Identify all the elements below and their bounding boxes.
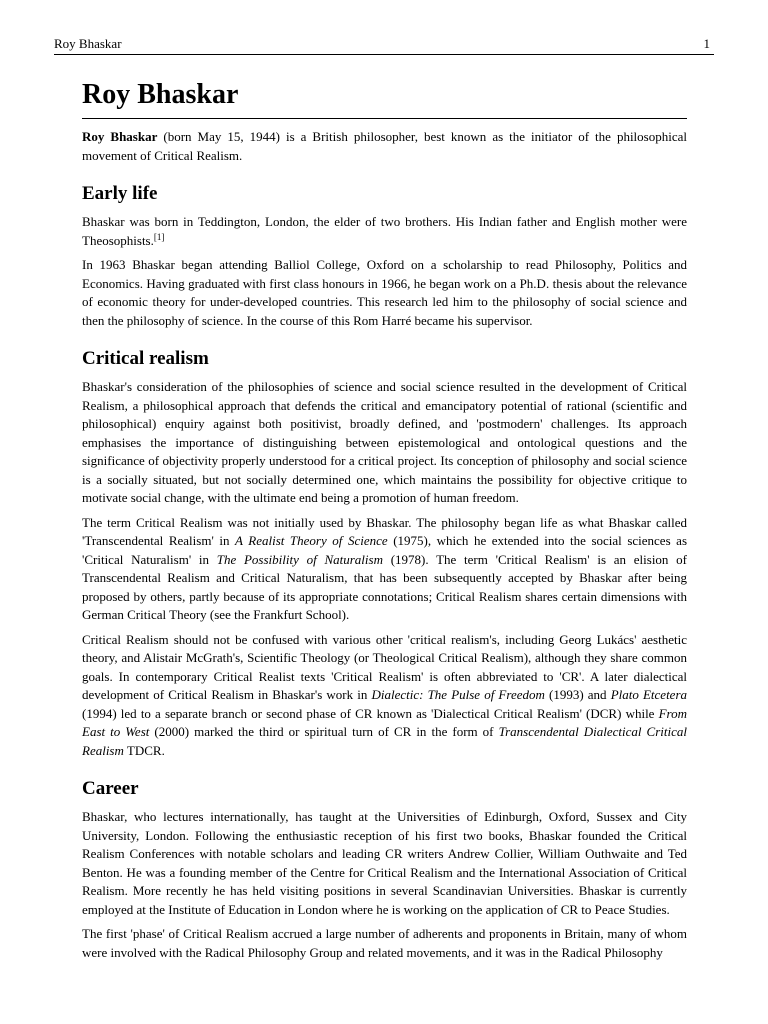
text-run: (1993) and [544, 687, 611, 702]
text-run: (1975), which he extended into the social sciences as 'Critical Naturalism' in [82, 533, 687, 567]
heading-early-life: Early life [82, 183, 158, 204]
early-life-paragraph-2: In 1963 Bhaskar began attending Balliol College, Oxford on a scholarship to read Philosophy, Politics and Economics. Having graduated with first class honours in 1966, he began work on a Ph.D. thesis about the relevance of economic theory for under-developed countries. This research led him to the philosophy of social science and then the philosophy of science. In the course of this Rom Harré became his supervisor. [82, 257, 687, 328]
intro-paragraph [82, 128, 687, 165]
text-run: Critical Realism should not be confused with various other 'critical realism's, including Georg Lukács' aesthetic theory, and Alistair McGrath's, Scientific Theology (or Theological Critical Realism), although they share common goals. In contemporary Critical Realist texts 'Critical Realism' is often abbreviated to 'CR'. A later dialectical development of Critical Realism in Bhaskar's work in [82, 631, 687, 702]
book-title: Transcendental Dialectical Critical Realism [82, 724, 687, 758]
intro-text: (born May 15, 1944) is a British philosopher, best known as the initiator of the philosophical movement of Critical Realism. [82, 129, 687, 163]
intro-name: Roy Bhaskar [82, 129, 158, 144]
page-title: Roy Bhaskar [82, 78, 687, 119]
text-run: The term Critical Realism was not initially used by Bhaskar. The philosophy began life as what Bhaskar called 'Transcendental Realism' in [82, 514, 687, 548]
critical-realism-paragraph-2 [82, 514, 687, 625]
book-title: From East to West [82, 705, 687, 739]
book-title: A Realist Theory of Science [235, 533, 388, 548]
article-body [82, 78, 687, 968]
running-header [54, 36, 714, 55]
critical-realism-paragraph-1: Bhaskar's consideration of the philosophies of science and social science resulted in the development of Critical Realism, a philosophical approach that defends the critical and emancipatory potential of rational (scientific and philosophical) enquiry against both positivist, broadly defined, and 'postmodern' challenges. Its approach emphasises the importance of distinguishing between epistemological and ontological questions and the significance of objectivity properly understood for a critical project. Its conception of philosophy and social science is a socially situated, but not socially determined one, which maintains the possibility for objective critique to motivate social change, with the ultimate end being a promotion of human freedom. [82, 379, 687, 505]
critical-realism-paragraph-3 [82, 631, 687, 761]
text-run: (1978). The term 'Critical Realism' is an elision of Transcendental Realism and Critical Naturalism, that has been subsequently accepted by Bhaskar after being proposed by others, partly because of its appropriate connotations; Critical Realism shares certain dimensions with German Critical Theory (see the Frankfurt School). [82, 551, 687, 622]
text-run: (2000) marked the third or spiritual turn of CR in the form of [149, 724, 499, 739]
early-life-paragraph-1 [82, 213, 687, 250]
heading-critical-realism: Critical realism [82, 348, 209, 369]
book-title: Plato Etcetera [610, 687, 688, 702]
reference-link[interactable]: [1] [153, 231, 165, 242]
career-paragraph-1: Bhaskar, who lectures internationally, has taught at the Universities of Edinburgh, Oxford, Sussex and City University, London. Following the enthusiastic reception of his first two books, Bhaskar founded the Critical Realism Conferences with notable scholars and leading CR writers Andrew Collier, William Outhwaite and Ted Benton. He was a founding member of the Centre for Critical Realism and the International Association of Critical Realism. More recently he has held visiting positions in several Scandinavian Universities. Bhaskar is currently employed at the Institute of Education in London where he is working on the application of CR to Peace Studies. [82, 809, 687, 917]
page-number: 1 [703, 36, 710, 51]
career-paragraph-2: The first 'phase' of Critical Realism accrued a large number of adherents and proponents in Britain, many of whom were involved with the Radical Philosophy Group and related movements, and it was in the Radical Philosophy [82, 926, 687, 960]
text-run: (1994) led to a separate branch or second phase of CR known as 'Dialectical Critical Realism' (DCR) while [82, 705, 659, 721]
heading-career: Career [82, 778, 139, 799]
book-title: Dialectic: The Pulse of Freedom [371, 687, 545, 702]
running-title: Roy Bhaskar [54, 36, 122, 51]
book-title: The Possibility of Naturalism [216, 551, 383, 567]
text-run: TDCR. [123, 742, 165, 758]
early-life-text-1: Bhaskar was born in Teddington, London, the elder of two brothers. His Indian father and English mother were Theosophists. [82, 214, 687, 248]
